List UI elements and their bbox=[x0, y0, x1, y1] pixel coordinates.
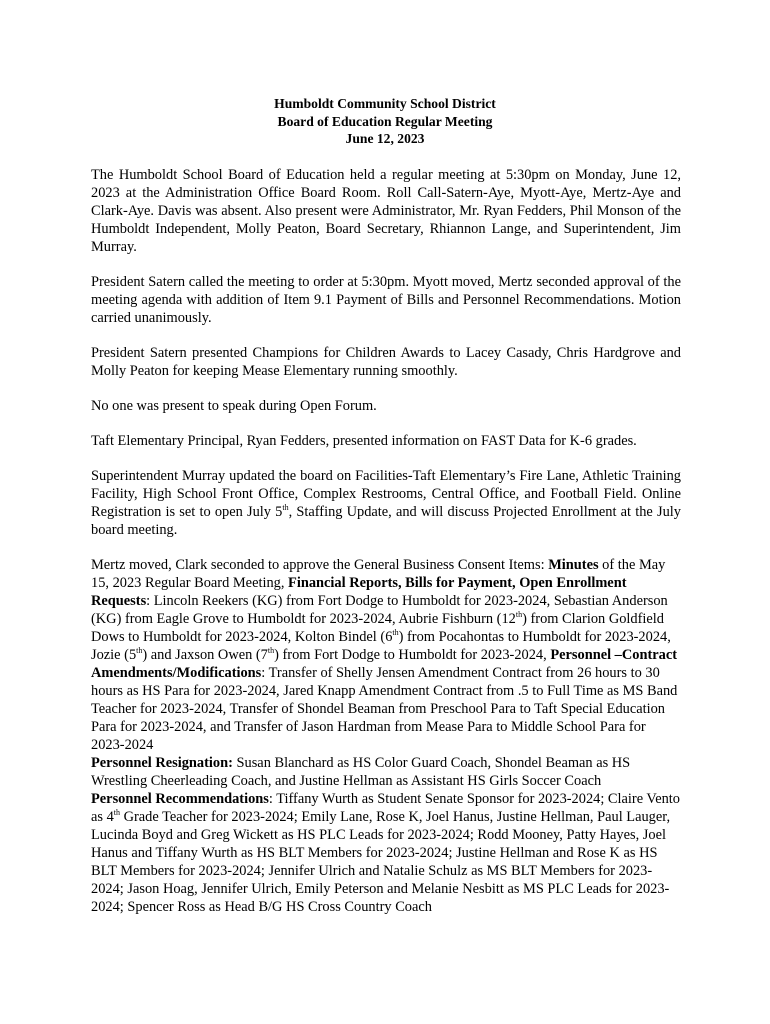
minutes-body bbox=[91, 166, 681, 916]
text-run: Grade Teacher for 2023-2024; Emily Lane, Rose K, Joel Hanus, Justine Hellman, Paul Lauger, Lucinda Boyd and Greg Wickett as HS PLC Leads for 2023-2024; Rodd Mooney, Patty Hayes, Joel Hanus and Tiffany Wurth as HS BLT Members for 2023-2024; Justine Hellman and Rose K as HS BLT Members for 2023-2024; Jennifer Ulrich and Natalie Schulz as MS BLT Members for 2023-2024; Jason Hoag, Jennifer Ulrich, Emily Peterson and Melanie Nesbitt as MS PLC Leads for 2023-2024; Spencer Ross as Head B/G HS Cross Country Coach bbox=[91, 809, 671, 915]
text-run: ) from Fort Dodge to Humboldt for 2023-2024, bbox=[274, 647, 551, 663]
paragraph-fast-data: Taft Elementary Principal, Ryan Fedders, presented information on FAST Data for K-6 grades. bbox=[91, 433, 637, 449]
text-run: ) from Clarion Goldfield Dows to Humboldt for 2023-2024, Kolton Bindel (6 bbox=[91, 611, 664, 645]
paragraph-open-forum: No one was present to speak during Open Forum. bbox=[91, 398, 377, 414]
consent-items-block bbox=[91, 556, 681, 916]
superscript: th bbox=[282, 503, 289, 513]
paragraph-awards: President Satern presented Champions for Children Awards to Lacey Casady, Chris Hardgrove and Molly Peaton for keeping Mease Elementary running smoothly. bbox=[91, 345, 681, 379]
text-run: : Lincoln Reekers (KG) from Fort Dodge to Humboldt for 2023-2024, Sebastian Anderson (KG) from Eagle Grove to Humboldt for 2023-2024, Aubrie Fishburn (12 bbox=[91, 593, 668, 627]
text-run: of the May 15, 2023 Regular Board Meeting, bbox=[91, 557, 666, 591]
bold-resignation: Personnel Resignation: bbox=[91, 755, 233, 771]
paragraph-recommendations bbox=[91, 790, 681, 916]
superscript: th bbox=[267, 646, 275, 656]
text-run: Susan Blanchard as HS Color Guard Coach, Shondel Beaman as HS Wrestling Cheerleading Coach, and Justine Hellman as Assistant HS Girls Soccer Coach bbox=[91, 755, 631, 789]
text-run: Mertz moved, Clark seconded to approve the General Business Consent Items: bbox=[91, 557, 549, 573]
meeting-date: June 12, 2023 bbox=[345, 131, 425, 146]
superscript: th bbox=[113, 808, 121, 818]
document-header bbox=[0, 95, 770, 148]
text-run: : Tiffany Wurth as Student Senate Sponsor for 2023-2024; Claire Vento as 4 bbox=[91, 791, 681, 825]
superscript: th bbox=[515, 610, 523, 620]
bold-financial-reports: Financial Reports, Bills for Payment, Open Enrollment Requests bbox=[91, 575, 627, 609]
superscript: th bbox=[136, 646, 143, 656]
bold-minutes: Minutes bbox=[548, 557, 599, 573]
bold-contract-amendments: Personnel –Contract Amendments/Modifications bbox=[91, 647, 678, 681]
paragraph-roll-call: The Humboldt School Board of Education held a regular meeting at 5:30pm on Monday, June 12, 2023 at the Administration Office Board Room. Roll Call-Satern-Aye, Myott-Aye, Mertz-Aye and Clark-Aye. Davis was absent. Also present were Administrator, Mr. Ryan Fedders, Phil Monson of the Humboldt Independent, Molly Peaton, Board Secretary, Rhiannon Lange, and Superintendent, Jim Murray. bbox=[91, 167, 681, 255]
text-run: ) and Jaxson Owen (7 bbox=[142, 647, 268, 663]
bold-recommendations: Personnel Recommendations bbox=[91, 791, 269, 807]
paragraph-superintendent-update bbox=[91, 467, 681, 539]
meeting-title: Board of Education Regular Meeting bbox=[277, 113, 493, 129]
text-run: Superintendent Murray updated the board on Facilities-Taft Elementary’s Fire Lane, Athletic Training Facility, High School Front Office, Complex Restrooms, Central Office, and Football Field. Online Registration is set to open July 5 bbox=[91, 468, 681, 520]
paragraph-call-to-order: President Satern called the meeting to order at 5:30pm. Myott moved, Mertz seconded approval of the meeting agenda with addition of Item 9.1 Payment of Bills and Personnel Recommendations. Motion carried unanimously. bbox=[91, 274, 681, 326]
text-run: , Staffing Update, and will discuss Projected Enrollment at the July board meeting. bbox=[91, 504, 681, 538]
text-run: ) from Pocahontas to Humboldt for 2023-2024, Jozie (5 bbox=[91, 629, 671, 663]
text-run: : Transfer of Shelly Jensen Amendment Contract from 26 hours to 30 hours as HS Para for 2023-2024, Jared Knapp Amendment Contract from .5 to Full Time as MS Band Teacher for 2023-2024, Transfer of Shondel Beaman from Preschool Para to Taft Special Education Para for 2023-2024, and Transfer of Jason Hardman from Mease Para to Middle School Para for 2023-2024 bbox=[91, 665, 678, 753]
paragraph-resignations bbox=[91, 754, 681, 790]
district-name: Humboldt Community School District bbox=[274, 96, 496, 111]
paragraph-consent-items bbox=[91, 556, 681, 754]
superscript: th bbox=[392, 628, 399, 638]
